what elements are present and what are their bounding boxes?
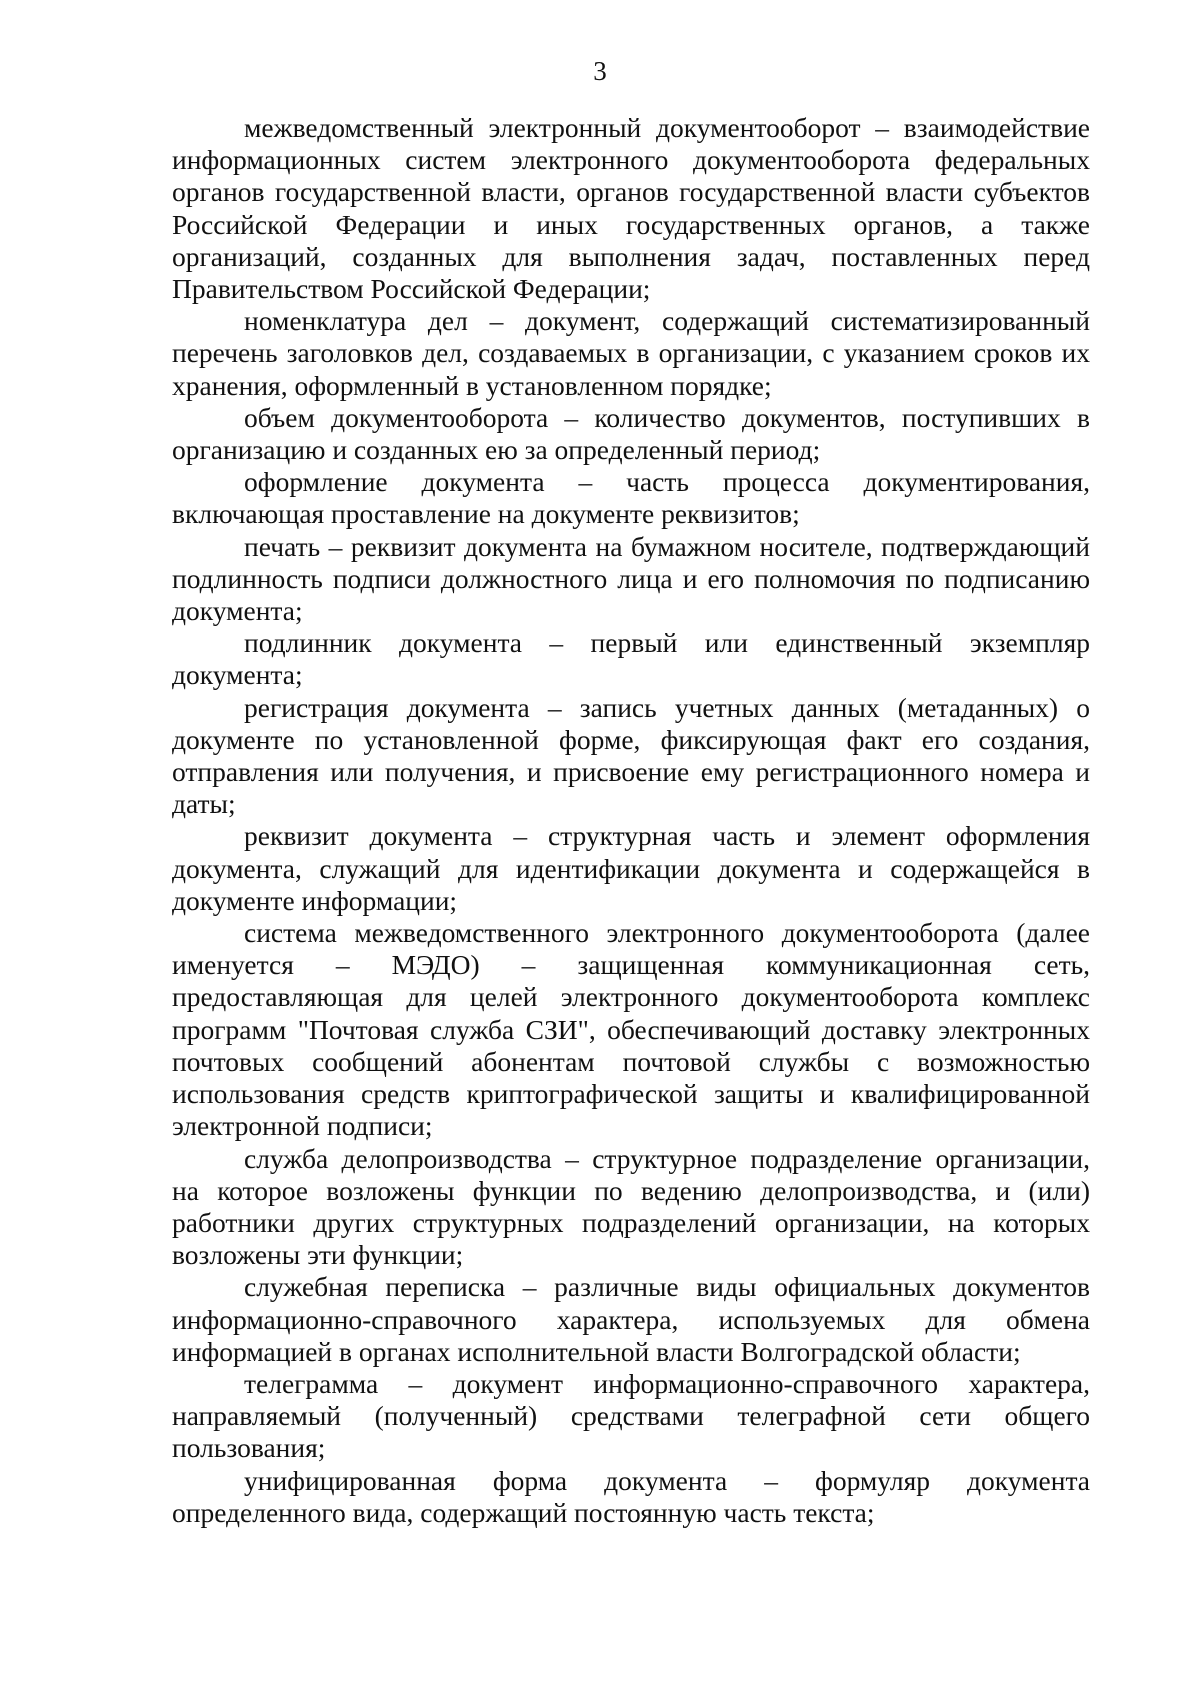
paragraph-sluzhebnaya-perepiska: служебная переписка – различные виды официальных документов информационно-справочного характера, используемых для обмена информацией в органах исполнительной власти Волгоградской области; — [172, 1271, 1090, 1367]
paragraph-telegramma: телеграмма – документ информационно-справочного характера, направляемый (полученный) средствами телеграфной сети общего пользования; — [172, 1367, 1090, 1464]
paragraph-oformlenie-dokumenta: оформление документа – часть процесса документирования, включающая проставление на документе реквизитов; — [172, 466, 1090, 530]
paragraph-unifitsirovannaya-forma: унифицированная форма документа – формуляр документа определенного вида, содержащий постоянную часть текста; — [172, 1464, 1090, 1528]
paragraph-rekvizit-dokumenta: реквизит документа – структурная часть и элемент оформления документа, служащий для идентификации документа и содержащейся в документе информации; — [172, 820, 1090, 916]
paragraph-podlinnik-dokumenta: подлинник документа – первый или единственный экземпляр документа; — [172, 627, 1090, 691]
page-number: 3 — [593, 56, 607, 86]
paragraph-sistema-medo: система межведомственного электронного документооборота (далее именуется – МЭДО) – защищенная коммуникационная сеть, предоставляющая для целей электронного документооборота комплекс программ "Почтовая служба СЗИ", обеспечивающий доставку электронных почтовых сообщений абонентам почтовой службы с возможностью использования средств криптографической защиты и квалифицированной электронной подписи; — [172, 917, 1090, 1142]
paragraph-pechat: печать – реквизит документа на бумажном носителе, подтверждающий подлинность подписи должностного лица и его полномочия по подписанию документа; — [172, 530, 1090, 627]
paragraph-sluzhba-deloproizvodstva: служба делопроизводства – структурное подразделение организации, на которое возложены функции по ведению делопроизводства, и (или) работники других структурных подразделений организации, на которых возложены эти функции; — [172, 1142, 1090, 1271]
paragraph-mezhvedomstvenny-edo: межведомственный электронный документооборот – взаимодействие информационных систем электронного документооборота федеральных органов государственной власти, органов государственной власти субъектов Российской Федерации и иных государственных органов, а также организаций, созданных для выполнения задач, поставленных перед Правительством Российской Федерации; — [172, 112, 1090, 305]
paragraph-nomenklatura-del: номенклатура дел – документ, содержащий систематизированный перечень заголовков дел, создаваемых в организации, с указанием сроков их хранения, оформленный в установленном порядке; — [172, 305, 1090, 401]
paragraph-registratsiya-dokumenta: регистрация документа – запись учетных данных (метаданных) о документе по установленной форме, фиксирующая факт его создания, отправления или получения, и присвоение ему регистрационного номера и даты; — [172, 691, 1090, 820]
document-body — [172, 112, 1090, 1529]
paragraph-obem-dokumentooborota: объем документооборота – количество документов, поступивших в организацию и созданных ею за определенный период; — [172, 401, 1090, 466]
